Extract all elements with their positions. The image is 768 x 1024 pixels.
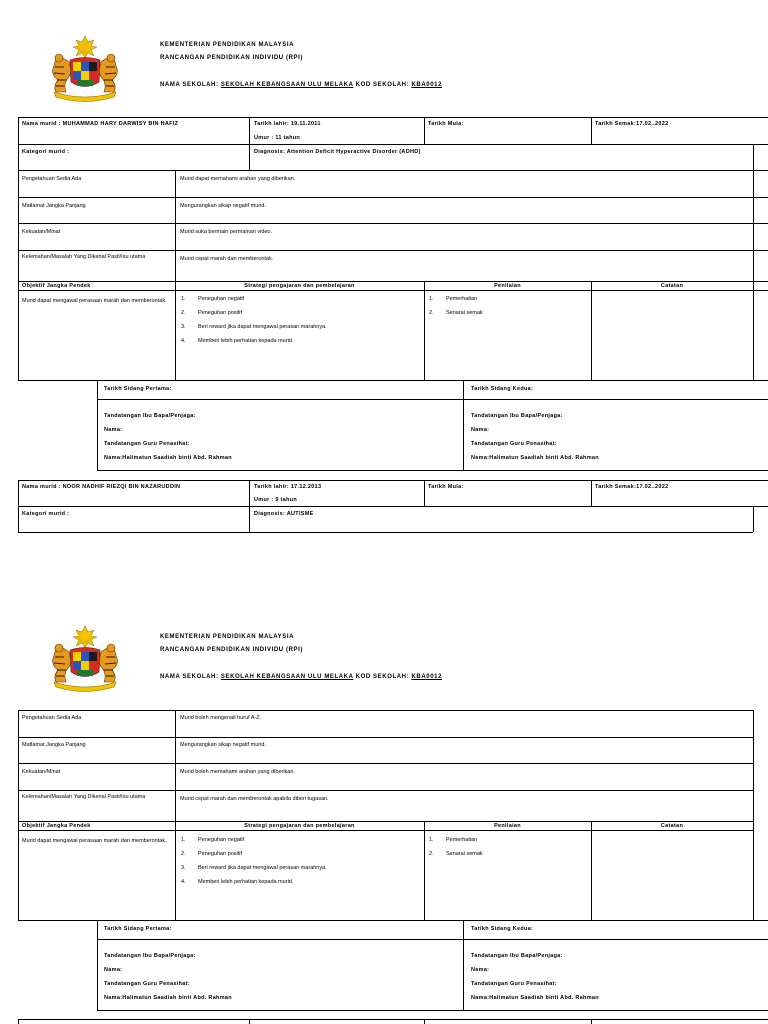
row-label: Matlamat Jangka Panjang	[22, 203, 86, 209]
list-marker: 1.	[429, 296, 434, 302]
school-label: NAMA SEKOLAH:	[160, 82, 219, 88]
teacher-signature: Tandatangan Guru Penasihat:	[471, 441, 557, 447]
objective-header: Objektif Jangka Pendek	[22, 823, 91, 829]
notes-header: Catatan	[660, 823, 684, 829]
assessment-header: Penilaian	[494, 823, 521, 829]
assessment-item: Senarai semak	[446, 310, 483, 316]
assessment-item: Pemerhatian	[446, 296, 478, 302]
row-value: Murid boleh mengenali huruf A-Z.	[180, 715, 262, 721]
first-meeting-date: Tarikh Sidang Pertama:	[104, 386, 172, 392]
parent-signature: Tandatangan Ibu Bapa/Penjaga:	[104, 413, 196, 419]
crest-logo	[42, 624, 128, 694]
parent-signature: Tandatangan Ibu Bapa/Penjaga:	[471, 413, 563, 419]
row-label: Matlamat Jangka Panjang	[22, 742, 86, 748]
strategy-item: Memberi lebih perhatian kepada murid.	[198, 879, 294, 885]
parent-name: Nama:	[471, 967, 490, 973]
list-marker: 1.	[429, 837, 434, 843]
teacher-signature: Tandatangan Guru Penasihat:	[104, 441, 190, 447]
row-label: Kekuatan/Minat	[22, 229, 61, 235]
row-label: Kelemahan/Masalah Yang Dikenal Pasti/Isu utama	[22, 254, 146, 260]
list-marker: 1.	[181, 837, 186, 843]
ministry-title: KEMENTERIAN PENDIDIKAN MALAYSIA	[160, 634, 295, 640]
list-marker: 4.	[181, 338, 186, 344]
row-value: Murid boleh memahami arahan yang diberikan.	[180, 769, 295, 775]
second-meeting-date: Tarikh Sidang Kedua:	[471, 386, 534, 392]
assessment-header: Penilaian	[494, 283, 521, 289]
start-date: Tarikh Mula:	[428, 484, 464, 490]
parent-name: Nama:	[104, 427, 123, 433]
teacher-name: Nama:Halimatun Saadiah binti Abd. Rahman	[471, 995, 599, 1001]
diagnosis: Diagnosis: Attention Deficit Hyperactive Disorder (ADHD)	[254, 149, 421, 155]
list-marker: 2.	[429, 310, 434, 316]
ministry-title: KEMENTERIAN PENDIDIKAN MALAYSIA	[160, 42, 295, 48]
list-marker: 4.	[181, 879, 186, 885]
row-value: Mengurangkan sikap negatif murid.	[180, 742, 266, 748]
school-name: SEKOLAH KEBANGSAAN ULU MELAKA	[220, 674, 354, 680]
row-value: Murid suka bermain permainan video.	[180, 229, 273, 235]
assessment-item: Senarai semak	[446, 851, 483, 857]
school-name: SEKOLAH KEBANGSAAN ULU MELAKA	[220, 82, 354, 88]
student-name: Nama murid : NOOR NADHIF RIEZQI BIN NAZARUDDIN	[22, 484, 181, 490]
row-value: Mengurangkan sikap negatif murid.	[180, 203, 266, 209]
school-line	[160, 674, 442, 680]
row-value: Murid cepat marah dan memberontak.	[180, 256, 274, 262]
date-of-birth: Tarikh lahir: 17.12.2013	[254, 484, 322, 490]
strategy-item: Beri reward jika dapat mengawal perasan marahnya.	[198, 324, 327, 330]
assessment-item: Pemerhatian	[446, 837, 478, 843]
list-marker: 3.	[181, 324, 186, 330]
row-label: Kelemahan/Masalah Yang Dikenal Pasti/Isu utama	[22, 794, 146, 800]
list-marker: 2.	[181, 851, 186, 857]
parent-signature: Tandatangan Ibu Bapa/Penjaga:	[471, 953, 563, 959]
list-marker: 2.	[429, 851, 434, 857]
strategy-item: Peneguhan negatif	[198, 837, 245, 843]
review-date: Tarikh Semak:17.02..2022	[595, 484, 669, 490]
strategy-item: Peneguhan positif	[198, 310, 243, 316]
list-marker: 1.	[181, 296, 186, 302]
row-label: Pengetahuan Sedia Ada	[22, 715, 82, 721]
start-date: Tarikh Mula:	[428, 121, 464, 127]
student-age: Umur : 9 tahun	[254, 497, 298, 503]
plan-title: RANCANGAN PENDIDIKAN INDIVIDU (RPI)	[160, 55, 304, 61]
strategy-item: Beri reward jika dapat mengawal perasan marahnya.	[198, 865, 327, 871]
row-label: Kekuatan/Minat	[22, 769, 61, 775]
teacher-name: Nama:Halimatun Saadiah binti Abd. Rahman	[471, 455, 599, 461]
school-line	[160, 82, 442, 88]
row-value: Murid cepat marah dan memberontak apabila diberi tugasan.	[180, 796, 329, 802]
parent-name: Nama:	[471, 427, 490, 433]
list-marker: 2.	[181, 310, 186, 316]
list-marker: 3.	[181, 865, 186, 871]
teacher-name: Nama:Halimatun Saadiah binti Abd. Rahman	[104, 455, 232, 461]
code-label: KOD SEKOLAH:	[355, 674, 410, 680]
teacher-name: Nama:Halimatun Saadiah binti Abd. Rahman	[104, 995, 232, 1001]
teacher-signature: Tandatangan Guru Penasihat:	[104, 981, 190, 987]
strategy-item: Memberi lebih perhatian kepada murid.	[198, 338, 294, 344]
strategy-item: Peneguhan negatif	[198, 296, 245, 302]
student-name: Nama murid : MUHAMMAD HARY DARWISY BIN HAFIZ	[22, 121, 179, 127]
school-label: NAMA SEKOLAH:	[160, 674, 219, 680]
strategy-item: Peneguhan positif	[198, 851, 243, 857]
first-meeting-date: Tarikh Sidang Pertama:	[104, 926, 172, 932]
school-code: KBA0012	[411, 674, 443, 680]
objective-text: Murid dapat mengawal perasaan marah dan memberontak.	[22, 838, 167, 844]
objective-header: Objektif Jangka Pendek	[22, 283, 91, 289]
objective-text: Murid dapat mengawal perasaan marah dan memberontak.	[22, 298, 167, 304]
parent-name: Nama:	[104, 967, 123, 973]
second-meeting-date: Tarikh Sidang Kedua:	[471, 926, 534, 932]
student-category: Kategori murid :	[22, 511, 70, 517]
date-of-birth: Tarikh lahir: 19.11.2011	[254, 121, 321, 127]
strategy-header: Strategi pengajaran dan pembelajaran	[244, 823, 355, 829]
student-category: Kategori murid :	[22, 149, 70, 155]
parent-signature: Tandatangan Ibu Bapa/Penjaga:	[104, 953, 196, 959]
student-age: Umur : 11 tahun	[254, 135, 301, 141]
code-label: KOD SEKOLAH:	[355, 82, 410, 88]
school-code: KBA0012	[411, 82, 443, 88]
row-value: Murid dapat memahami arahan yang diberikan.	[180, 176, 296, 182]
teacher-signature: Tandatangan Guru Penasihat:	[471, 981, 557, 987]
notes-header: Catatan	[660, 283, 684, 289]
review-date: Tarikh Semak:17.02..2022	[595, 121, 669, 127]
crest-logo	[42, 34, 128, 104]
diagnosis: Diagnosis: AUTISME	[254, 511, 314, 517]
row-label: Pengetahuan Sedia Ada	[22, 176, 82, 182]
strategy-header: Strategi pengajaran dan pembelajaran	[244, 283, 355, 289]
plan-title: RANCANGAN PENDIDIKAN INDIVIDU (RPI)	[160, 647, 304, 653]
